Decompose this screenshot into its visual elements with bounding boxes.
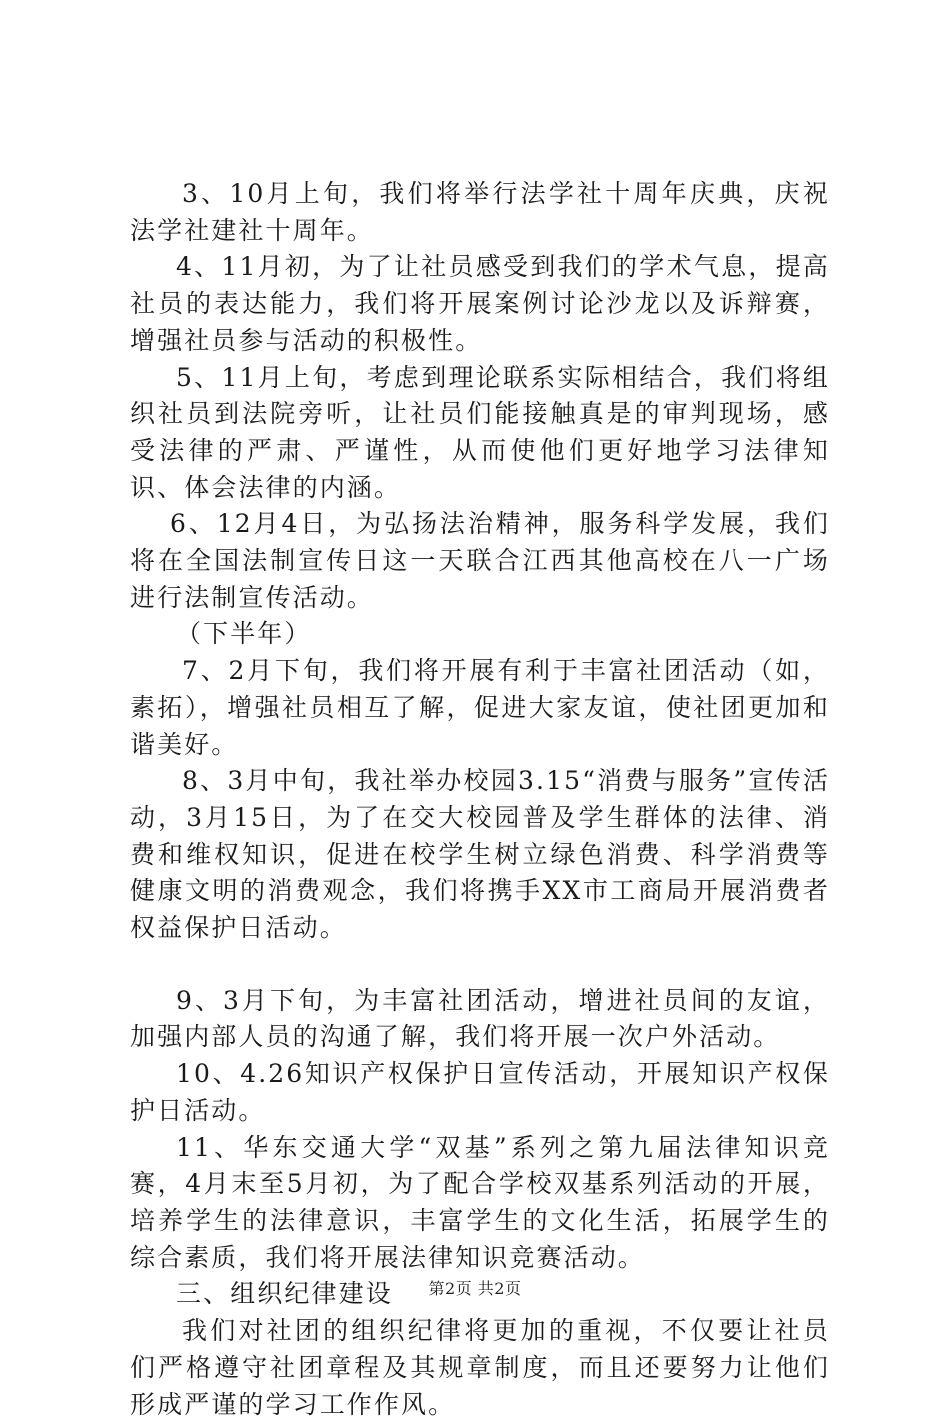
paragraph-item-5: 5、11月上旬，考虑到理论联系实际相结合，我们将组织社员到法院旁听，让社员们能接触真是的审判现场，感受法律的严肃、严谨性，从而使他们更好地学习法律知识、体会法律的内涵。: [130, 362, 830, 502]
paragraph-item-7: 7、2月下旬，我们将开展有利于丰富社团活动（如，素拓），增强社员相互了解，促进大家友谊，使社团更加和谐美好。: [130, 656, 830, 759]
paragraph-discipline: 我们对社团的组织纪律将更加的重视，不仅要让社员们严格遵守社团章程及其规章制度，而且还要努力让他们形成严谨的学习工作作风。: [130, 1316, 830, 1419]
paragraph-item-4: 4、11月初，为了让社员感受到我们的学术气息，提高社员的表达能力，我们将开展案例讨论沙龙以及诉辩赛，增强社员参与活动的积极性。: [130, 252, 830, 355]
document-body: [130, 176, 830, 1423]
paragraph-item-11: 11、华东交通大学“双基”系列之第九届法律知识竞赛，4月末至5月初，为了配合学校双基系列活动的开展，培养学生的法律意识，丰富学生的文化生活，拓展学生的综合素质，我们将开展法律知识竞赛活动。: [130, 1132, 830, 1272]
paragraph-item-10: 10、4.26知识产权保护日宣传活动，开展知识产权保护日活动。: [130, 1059, 830, 1125]
section-label-second-half: （下半年）: [176, 619, 312, 649]
paragraph-item-9: 9、3月下旬，为丰富社团活动，增进社员间的友谊，加强内部人员的沟通了解，我们将开展一次户外活动。: [130, 985, 830, 1052]
page-number-footer: 第2页 共2页: [428, 1279, 522, 1298]
section-heading-discipline: 三、组织纪律建设: [176, 1279, 393, 1309]
paragraph-item-6: 6、12月4日，为弘扬法治精神，服务科学发展，我们将在全国法制宣传日这一天联合江西其他高校在八一广场进行法制宣传活动。: [130, 509, 830, 612]
paragraph-item-8: 8、3月中旬，我社举办校园3.15“消费与服务”宣传活动，3月15日，为了在交大校园普及学生群体的法律、消费和维权知识，促进在校学生树立绿色消费、科学消费等健康文明的消费观念，我们将携手XX市工商局开展消费者权益保护日活动。: [130, 766, 830, 943]
paragraph-item-3: 3、10月上旬，我们将举行法学社十周年庆典，庆祝法学社建社十周年。: [130, 179, 830, 245]
